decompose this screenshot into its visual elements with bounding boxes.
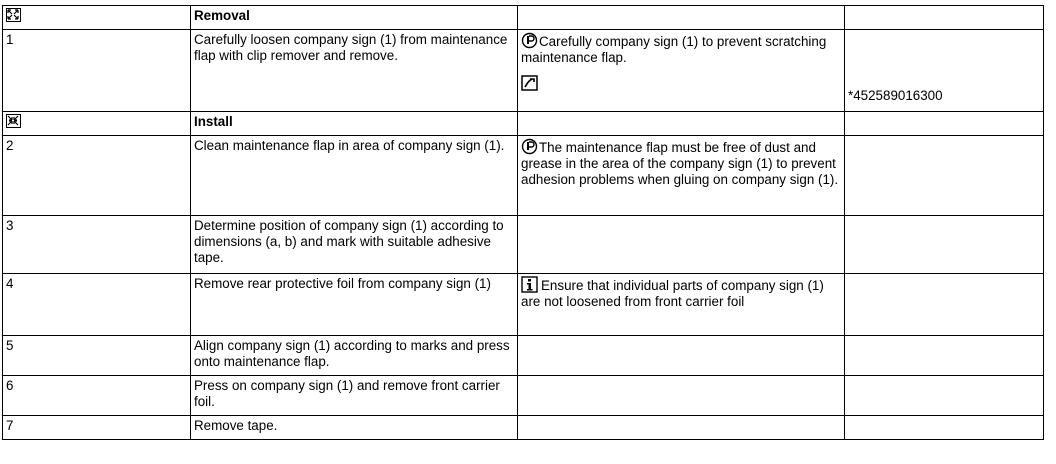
- step-text: Press on company sign (1) and remove front carrier foil.: [191, 376, 518, 416]
- removal-icon-cell: [3, 6, 191, 30]
- table-row: [3, 136, 1044, 216]
- install-title: Install: [191, 112, 518, 136]
- step-number: 1: [3, 30, 191, 112]
- step-text: Align company sign (1) according to marks and press onto maintenance flap.: [191, 336, 518, 376]
- step-note-cell: [518, 30, 845, 112]
- step-number: 2: [3, 136, 191, 216]
- step-text: Remove tape.: [191, 416, 518, 440]
- step-note-cell: [518, 274, 845, 336]
- removal-icon: [6, 8, 21, 22]
- special-tool-icon: [521, 75, 539, 91]
- info-icon: [521, 276, 538, 293]
- info-note: Ensure that individual parts of company sign (1) are not loosened from front carrier foil: [521, 278, 824, 309]
- install-header-row: [3, 112, 1044, 136]
- step-note-cell: [518, 136, 845, 216]
- part-number: *452589016300: [848, 88, 943, 103]
- removal-header-row: [3, 6, 1044, 30]
- step-number: 7: [3, 416, 191, 440]
- step-number: 5: [3, 336, 191, 376]
- install-icon: [6, 114, 21, 128]
- caution-note: Carefully company sign (1) to prevent scratching maintenance flap.: [521, 34, 827, 65]
- table-row: [3, 376, 1044, 416]
- caution-icon: [521, 32, 538, 49]
- part-number-cell: [845, 30, 1044, 112]
- table-row: [3, 336, 1044, 376]
- step-text: Clean maintenance flap in area of company sign (1).: [191, 136, 518, 216]
- table-row: [3, 30, 1044, 112]
- table-row: [3, 274, 1044, 336]
- table-row: [3, 416, 1044, 440]
- step-number: 4: [3, 274, 191, 336]
- step-text: Determine position of company sign (1) according to dimensions (a, b) and mark with suitable adhesive tape.: [191, 216, 518, 274]
- table-row: [3, 216, 1044, 274]
- caution-note: The maintenance flap must be free of dust and grease in the area of the company sign (1) to prevent adhesion problems when gluing on company sign (1).: [521, 140, 839, 187]
- step-number: 3: [3, 216, 191, 274]
- step-text: Remove rear protective foil from company sign (1): [191, 274, 518, 336]
- install-icon-cell: [3, 112, 191, 136]
- procedure-table: [2, 5, 1044, 440]
- removal-title: Removal: [191, 6, 518, 30]
- caution-icon: [521, 138, 538, 155]
- step-text: Carefully loosen company sign (1) from maintenance flap with clip remover and remove.: [191, 30, 518, 112]
- step-number: 6: [3, 376, 191, 416]
